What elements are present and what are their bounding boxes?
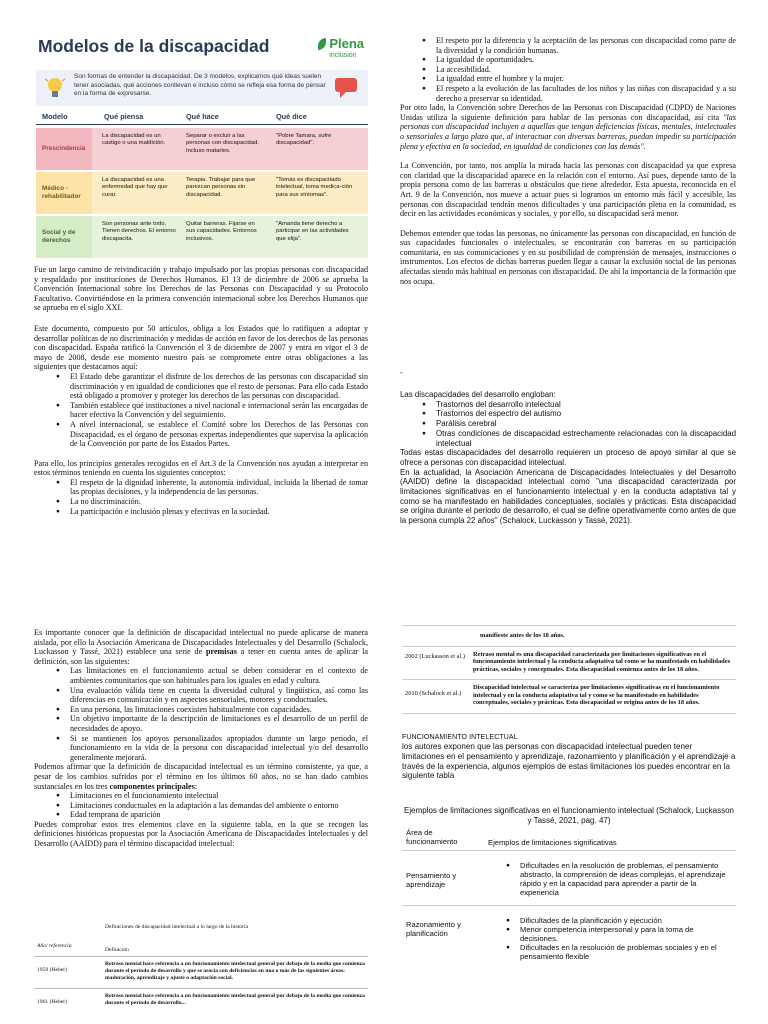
plena-inclusion-logo: Plena inclusión [318,38,364,62]
list-item: ● Dificultades de la planificación y ejecución [502,916,732,925]
limitations-table [402,826,736,964]
list-item: ● Parálisis cerebral [418,419,736,429]
model-thinks: La discapacidad es un castigo o una maldición. [102,133,166,147]
list-item: ● Si se mantienen los apoyos personalizados apropiados durante un largo periodo, el funcionamiento en la vida de la persona con discapacidad intelectual y/o del desarrollo generalmente mejorará. [52,734,368,763]
list-item: ● La accesibilidad. [418,65,736,75]
paragraph: La Convención, por tanto, nos amplía la mirada hacia las personas con discapacidad ya que expresa con claridad que la discapacidad aparece en la relación con el entorno. Así pues, depende tanto de la propia persona como de las barreras u obstáculos que tiene alrededor. Esta apuesta, reconocida en el Art. 9 de la Convención, nos mueve a actuar pues si logramos un entorno más fácil y accesible, las personas con discapacidad tendrán menos dificultades y una participación plena en la comunidad, es decir en las actividades económicas y sociales, y por ello, su discapacidad será menor. [400,161,736,219]
model-label: Prescindencia [36,128,92,170]
model-says: "Pobre Tamara, sufre discapacidad". [276,133,332,147]
list-item: ● La no discriminación. [52,497,368,507]
intellectual-functioning-section [402,733,736,781]
table-cell-definition: Retraso mental hace referencia a un funcionamiento intelectual general por debajo de la media que comienza durante el período de desarrollo y que se asocia con deficiencias en una o más de las siguientes áreas: maduración, aprendizaje y ajuste o adaptación social. [105,961,365,981]
table-cell-year: 2002 (Luckasson et al.) [405,652,465,660]
table-cell-definition: Discapacidad intelectual se caracteriza por limitaciones significativas en el funcionamiento intelectual y en la conducta adaptativa tal y como se ha manifestado en habilidades conceptuales, sociales y prácticas. Esta discapacidad se origina antes de los 18 años. [473,684,720,706]
developmental-disabilities-section [400,390,736,526]
list-item: ● Limitaciones conductuales en la adaptación a las demandas del ambiente o entorno [52,801,368,811]
model-thinks: Son personas ante todo. Tienen derechos. El entorno discapacita. [102,221,176,242]
list-item: ● La igualdad entre el hombre y la mujer. [418,74,736,84]
column-header-year: Año/ referencia [37,943,72,949]
table-header-row [34,935,368,957]
table-cell-year: 2010 (Schalock et al.) [405,690,462,697]
list-item: ● También establece qué instituciones a nivel nacional e internacional serán las encargadas de hacer efectiva la Convención y del seguimiento. [52,401,368,420]
speech-bubble-icon [334,77,360,99]
table-cell-definition: manifieste antes de los 18 años. [480,632,565,639]
table-caption: Definiciones de discapacidad intelectual a lo largo de la historia [105,924,248,930]
list-item: ● Un objetivo importante de la descripción de limitaciones es el desarrollo de un perfil de necesidades de apoyo. [52,714,368,733]
logo-leaf-icon [318,38,326,50]
components-paragraph: Podemos afirmar que la definición de discapacidad intelectual es un término consistente, ya que, a pesar de los cambios sufridos por el término en los últimos 60 años, no se han dado cambios sustanciales en los tres componentes principales: [34,762,368,791]
table-row [402,626,736,647]
left-bottom-section [34,628,368,849]
infographic-intro-box [36,70,368,106]
aaidd-paragraph: En la actualidad, la Asociación Americana de Discapacidades Intelectuales y del Desarrollo (AAIDD) define la discapacidad intelectual como "una discapacidad caracterizada por limitaciones significativas en el funcionamiento intelectual y en la conducta adaptativa tal y como se ha manifestado en habilidades conceptuales, sociales y prácticas. Esta discapacidad se origina durante el periodo de desarrollo, el cual se define operativamente como antes de que la persona cumpla 22 años" (Schalock, Luckasson y Tassé, 2021). [400,467,736,526]
list-item: ● Edad temprana de aparición [52,810,368,820]
premises-paragraph: Es importante conocer que la definición de discapacidad intelectual no puede aplicarse de manera aislada, por ello la Asociación Americana de Discapacidades Intelectuales y del Desarrollo (Schalock, Luckasson y Tassé, 2021) establece una serie de premisas a tener en cuenta antes de aplicar la definición, son las siguientes: [34,628,368,666]
limitations-table-caption: Ejemplos de limitaciones significativas en el funcionamiento intelectual (Schalock, Luckasson y Tassé, 2021, pag. 47) [404,806,734,825]
table-row [34,989,368,1010]
components-list [52,791,368,820]
historic-definitions-table [34,920,368,1009]
infographic-intro-text: Son formas de entender la discapacidad. De 3 modelos, explicamos qué ideas suelen tener asociadas, qué acciones conllevan e incluso cómo se refleja esa forma de pensar en la forma de expresarse. [74,73,326,97]
header-modelo: Modelo [42,112,68,121]
list-item: ● La igualdad de oportunidades. [418,55,736,65]
principles-list-continued [418,36,736,103]
table-caption-row [34,920,368,935]
list-item: ● En una persona, las limitaciones coexisten habitualmente con capacidades. [52,705,368,715]
list-item: ● Trastornos del desarrollo intelectual [418,400,736,410]
paragraph: Para ello, los principios generales recogidos en el Art.3 de la Convención nos ayudan a interpretar en estos términos teniendo en cuenta los siguientes conceptos: [34,458,368,478]
premises-list [52,666,368,762]
list-item: ● El respeto de la dignidad inherente, la autonomía individual, incluida la libertad de tomar las propias decisiones, y la independencia de las personas. [52,478,368,497]
column-header-area: Área de funcionamiento [406,828,458,846]
model-does: Separar o excluir a las personas con discapacidad. Incluso matarles. [186,133,260,154]
paragraph: Las discapacidades del desarrollo engloban: [400,390,556,399]
list-item: ● Dificultades en la resolución de problemas, el pensamiento abstracto, la comprensión de ideas complejas, el aprendizaje rápido y en la capacidad para aprender a partir de la experiencia [502,861,732,897]
model-label: Médico - rehabilitador [36,172,92,214]
list-item: ● La participación e inclusión plenas y efectivas en la sociedad. [52,507,368,517]
disability-models-infographic [34,32,370,258]
column-header-definition: Definición [105,947,129,953]
paragraph: Todas estas discapacidades del desarrollo requieren un proceso de apoyo similar al que se ofrece a personas con discapacidad intelectual. [400,448,736,467]
header-que-piensa: Qué piensa [104,112,144,121]
dd-list [418,400,736,449]
cdpd-definition-paragraph: Por otro lado, la Convención sobre Derechos de las Personas con Discapacidad (CDPD) de Naciones Unidas utiliza la siguiente definición para hablar de las personas con discapacidad, así cita "las personas con discapacidad incluyen a aquellas que tengan deficiencias físicas, mentales, intelectuales o sensoriales a largo plazo que, al interactuar con diversas barreras, puedan impedir su participación plena y efectiva en la sociedad, en igualdad de condiciones con las demás". [400,103,736,151]
list-item: ● Dificultades en la resolución de problemas sociales y en el pensamiento flexible [502,943,732,961]
table-row [402,906,736,965]
list-item: ● El Estado debe garantizar el disfrute de los derechos de las personas con discapacidad sin discriminación y en igualdad de condiciones que el resto de personas. Para ello cada Estado está obligado a promover y proteger los derechos de las personas con discapacidad. [52,372,368,401]
table-row [402,680,736,714]
obligations-list [52,372,368,449]
table-header-row [402,826,736,851]
table-cell-definition: Retraso mental es una discapacidad caracterizada por limitaciones significativas en el funcionamiento intelectual y la conducta adaptativa tal como se ha manifestado en habilidades prácticas, sociales y conceptuales. Esta discapacidad comienza antes de los 18 años. [473,650,731,673]
table-cell-definition: Retraso mental hace referencia a un funcionamiento intelectual general por debajo de la media que comienza durante el período de desarrollo... [105,993,365,1006]
list-item: ● El respeto a la evolución de las facultades de los niños y las niñas con discapacidad y a su derecho a preservar su identidad. [418,84,736,103]
header-que-dice: Qué dice [276,112,307,121]
left-top-section [34,265,368,516]
table-cell-area: Razonamiento y planificación [406,920,461,938]
table-cell-examples [484,851,736,906]
paragraph: Este documento, compuesto por 50 artículos, obliga a los Estados que lo ratifiquen a adoptar y desarrollar políticas de no discriminación y medidas de acción en favor de los derechos de las personas con discapacidad. España ratificó la Convención el 3 de diciembre de 2007 y entra en vigor el 3 de mayo de 2008, desde ese momento nuestro país se compromete entre otras obligaciones a las siguientes que destacamos aquí: [34,323,368,372]
right-top-section [400,36,736,286]
list-item: ● Trastornos del espectro del autismo [418,409,736,419]
column-header-examples: Ejemplos de limitaciones significativas [488,838,617,847]
list-item: ● Menor competencia interpersonal y para la toma de decisiones. [502,925,732,943]
principles-list [52,478,368,516]
table-cell-year: 1959 (Heber) [37,967,67,973]
paragraph: Debemos entender que todas las personas, no únicamente las personas con discapacidad, en función de sus capacidades funcionales o intelectuales, se encontrarán con barreras en su participación comunitaria, en sus comunicaciones y en su posibilidad de comprensión de mensajes, instrucciones o instrumentos. Los efectos de dichas barreras pueden llegar a causar la exclusión social de las personas afectadas siendo más habitual en personas con discapacidad. De ahí la importancia de la formación que nos ocupa. [400,228,736,286]
paragraph: los autores exponen que las personas con discapacidad intelectual pueden tener limitaciones en el pensamiento y aprendizaje, razonamiento y planificación y el aprendizaje a través de la experiencia, algunos ejemplos de estas limitaciones los puedes encontrar en la siguiente tabla [402,742,736,781]
infographic-title: Modelos de la discapacidad [38,36,270,56]
historic-definitions-table-continued [402,625,736,714]
lightbulb-icon [44,75,66,101]
list-item: ● Limitaciones en el funcionamiento intelectual [52,791,368,801]
list-item: ● A nivel internacional, se establece el Comité sobre los Derechos de las Personas con Discapacidad, es el órgano de personas expertas independientes que supervisa la aplicación de la Convención por parte de los Estados Partes. [52,420,368,449]
model-row-prescindencia [36,128,368,170]
model-does: Quitar barreras. Fijarse en sus capacidades. Entornos inclusivos. [186,221,257,242]
paragraph: Fue un largo camino de reivindicación y trabajo impulsado por las propias personas con discapacidad y respaldado por instituciones de Derechos Humanos. El 13 de diciembre de 2006 se aprueba la Convención Internacional sobre los Derechos de las Personas con Discapacidad y su Protocolo Facultativo. Convirtiéndose en la primera convención internacional sobre los Derechos Humanos que se aprueba en el siglo XXI. [34,265,368,313]
list-item: ● Otras condiciones de discapacidad estrechamente relacionadas con la discapacidad intelectual [418,429,736,448]
header-que-hace: Qué hace [186,112,219,121]
list-item: ● El respeto por la diferencia y la aceptación de las personas con discapacidad como parte de la diversidad y la condición humanas. [418,36,736,55]
table-cell-examples [484,906,736,965]
model-thinks: La discapacidad es una enfermedad que hay que curar. [102,177,168,198]
table-row [402,646,736,680]
dash-marker: - [400,368,403,377]
model-row-medico [36,172,368,214]
model-row-social [36,216,368,258]
paragraph: Puedes comprobar estos tres elementos clave en la siguiente tabla, en la que se recogen las definiciones históricas propuestas por la Asociación Americana de Discapacidades Intelectuales y del Desarrollo (AAIDD) para el término discapacidad intelectual: [34,819,368,849]
section-heading: FUNCIONAMIENTO INTELECTUAL [402,734,518,741]
model-label: Social y de derechos [36,216,92,258]
table-cell-year: 1961 (Heber) [37,999,67,1005]
table-cell-area: Pensamiento y aprendizaje [406,871,457,889]
model-says: "Tomás es discapacitado intelectual, toma medica-ción para sus síntomas". [276,177,353,198]
list-item: ● Una evaluación válida tiene en cuenta la diversidad cultural y lingüística, así como las diferencias en comunicación y en aspectos sensoriales, motores y conductuales. [52,686,368,705]
model-says: "Amanda tiene derecho a participar en las actividades que elija". [276,221,349,242]
table-row [402,851,736,906]
table-row [34,957,368,989]
model-does: Terapia. Trabajar para que parezcan personas sin discapacidad. [186,177,256,198]
list-item: ● Las limitaciones en el funcionamiento actual se deben considerar en el contexto de ambientes comunitarios que son habituales para los iguales en edad y cultura. [52,666,368,685]
